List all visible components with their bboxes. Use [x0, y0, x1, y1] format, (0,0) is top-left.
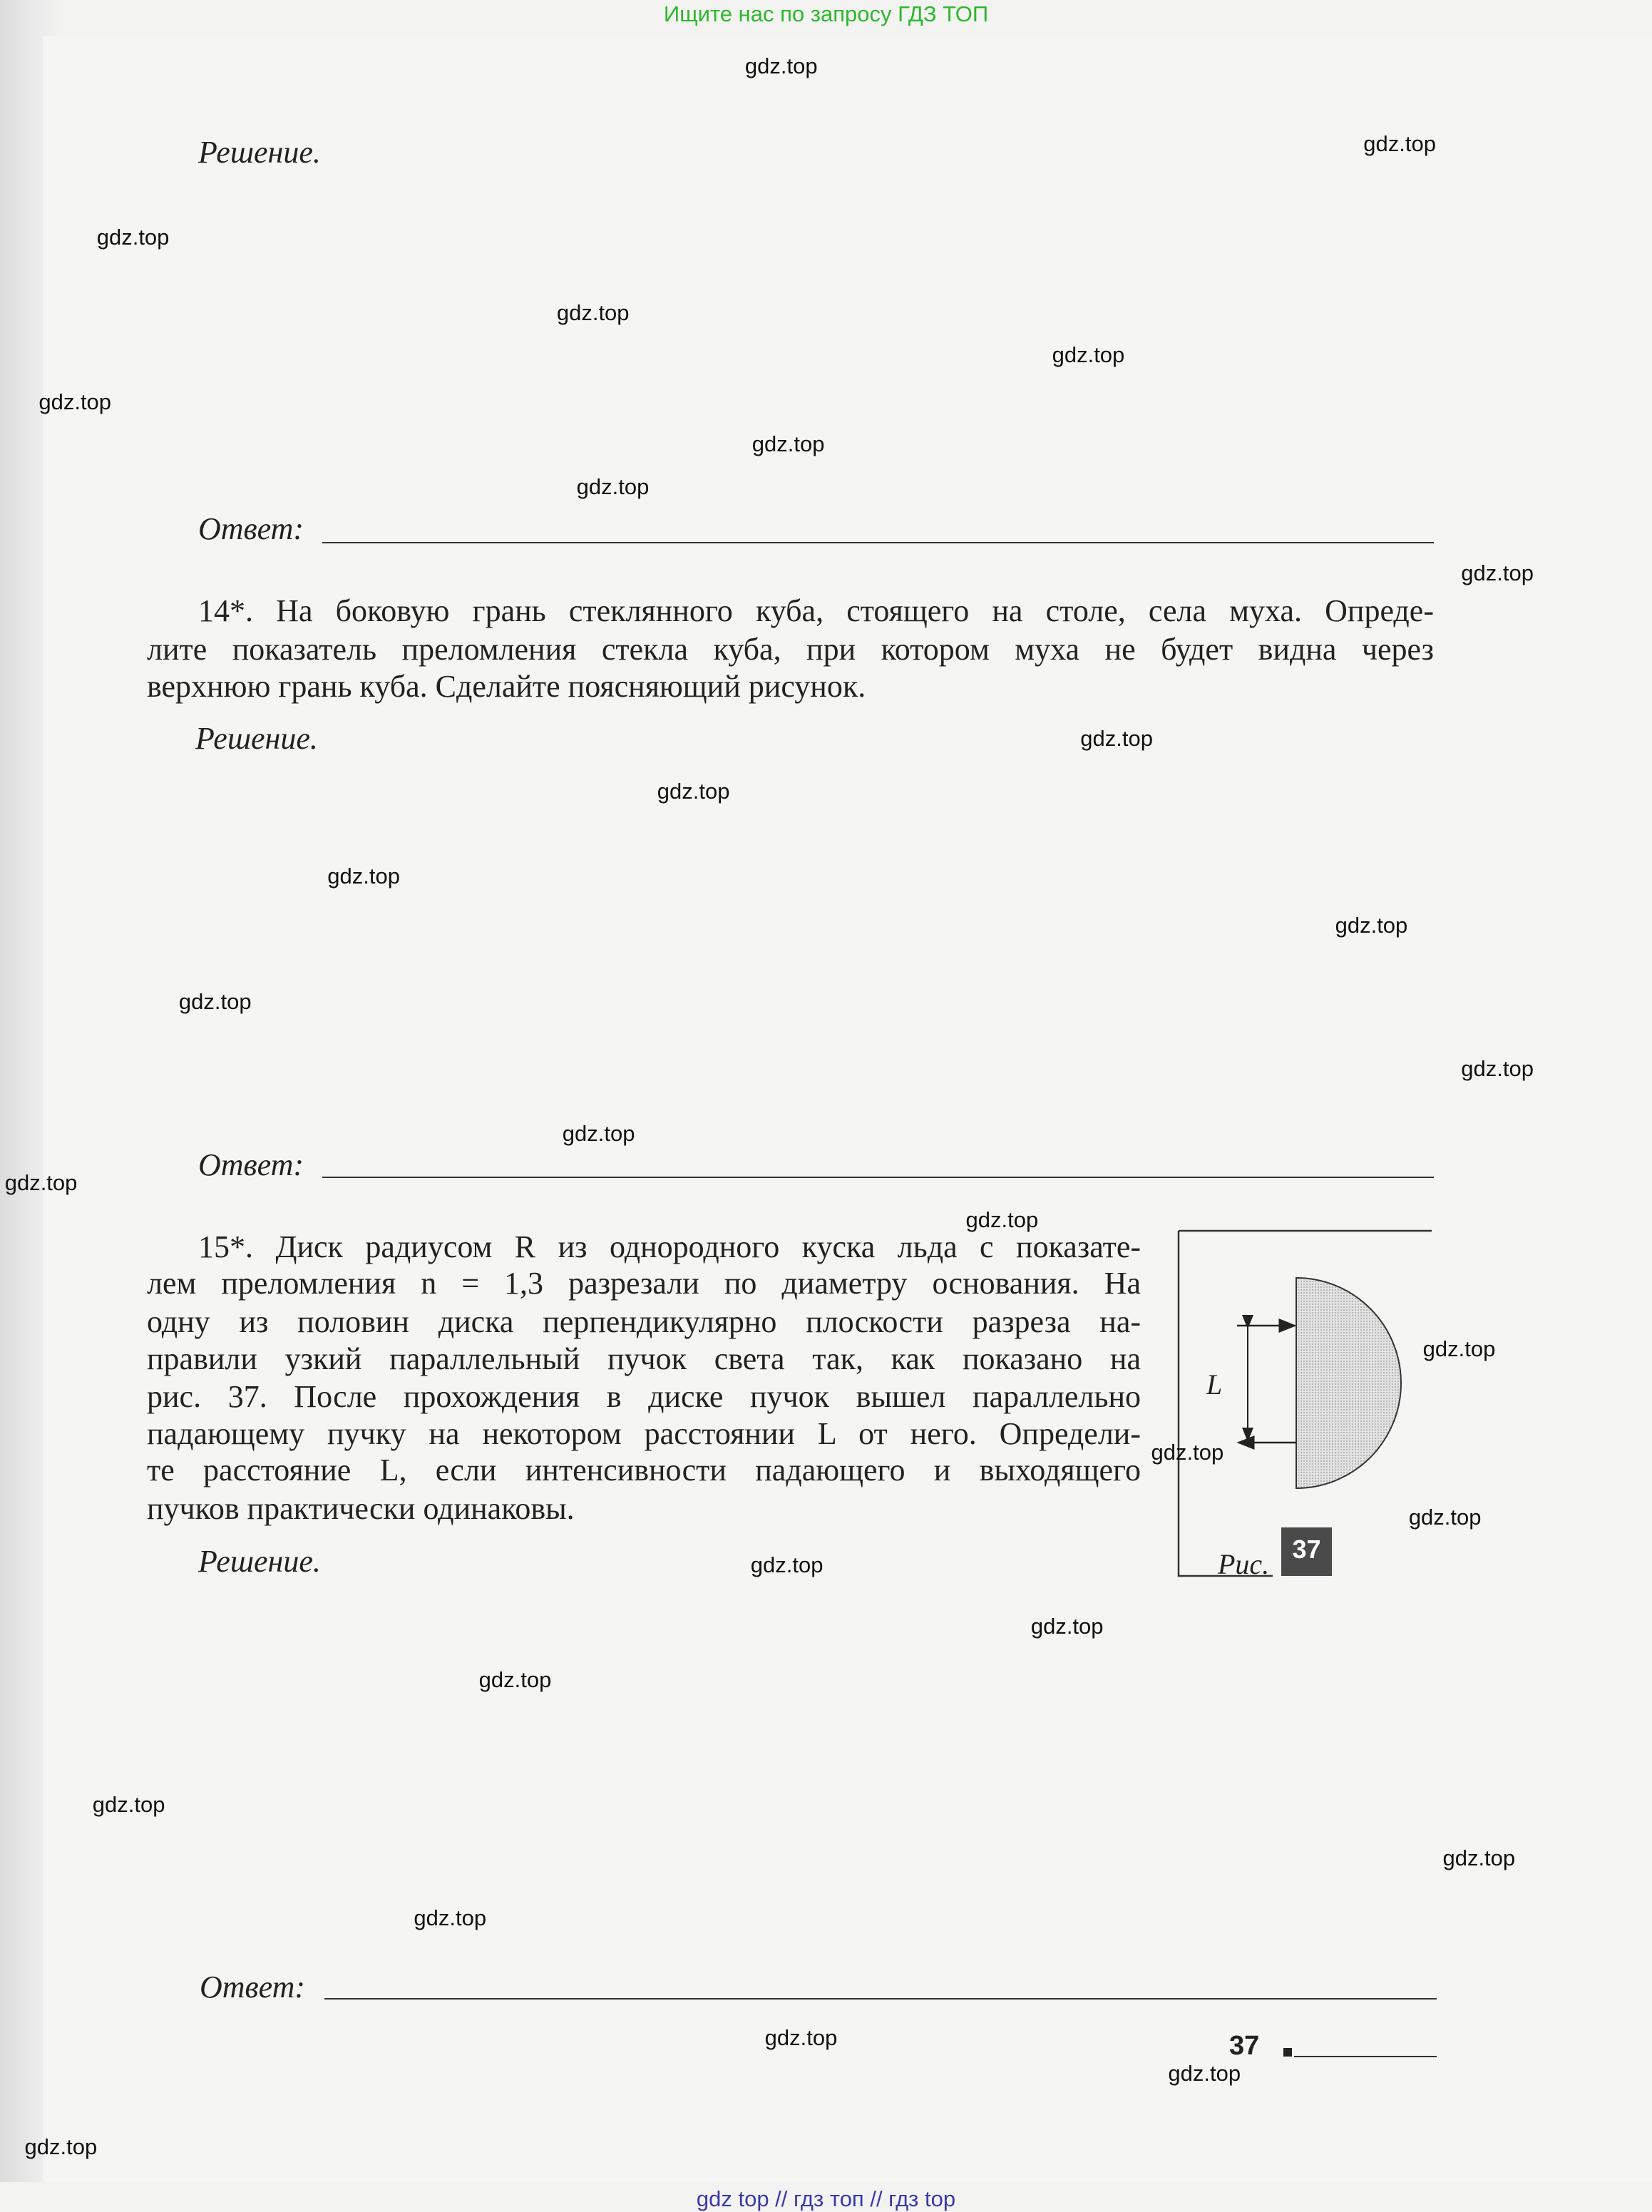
watermark: gdz.top [576, 473, 650, 499]
watermark: gdz.top [744, 53, 818, 79]
page-marker [1283, 2048, 1292, 2057]
watermark: gdz.top [92, 1791, 165, 1817]
problem-text-line: падающему пучку на некотором расстоянии L от него. Определи- [147, 1416, 1141, 1451]
watermark: gdz.top [562, 1120, 635, 1146]
watermark: gdz.top [1335, 913, 1408, 938]
watermark: gdz.top [478, 1667, 552, 1693]
answer-label: Ответ: [200, 1970, 306, 2004]
watermark: gdz.top [556, 299, 630, 325]
problem-text-line: те расстояние L, если интенсивности падающего и выходящего [147, 1453, 1141, 1488]
watermark: gdz.top [1461, 1055, 1534, 1081]
problem-text-line: 15*. Диск радиусом R из однородного куска льда с показате- [198, 1229, 1141, 1264]
watermark: gdz.top [751, 431, 825, 457]
problem-text-line: одну из половин диска перпендикулярно плоскости разреза на- [147, 1304, 1141, 1339]
watermark: gdz.top [24, 2134, 98, 2160]
label-L: L [1206, 1368, 1223, 1401]
problem-text-line: правили узкий параллельный пучок света так, как показано на [147, 1341, 1141, 1376]
figure-number: 37 [1292, 1535, 1321, 1564]
watermark: gdz.top [965, 1207, 1039, 1233]
page-number: 37 [1229, 2031, 1260, 2061]
problem-text-line: 14*. На боковую грань стеклянного куба, стоящего на столе, села муха. Опреде- [198, 593, 1434, 628]
problem-text-line: верхнюю грань куба. Сделайте поясняющий рисунок. [147, 669, 866, 704]
watermark: gdz.top [1080, 726, 1154, 752]
figure-caption: Рис. [1218, 1548, 1270, 1580]
watermark: gdz.top [750, 1552, 824, 1578]
watermark: gdz.top [1151, 1439, 1224, 1465]
solution-label: Решение. [195, 721, 318, 756]
watermark: gdz.top [39, 389, 112, 414]
watermark: gdz.top [4, 1170, 78, 1196]
problem-text-line: лем преломления n = 1,3 разрезали по диаметру основания. На [147, 1266, 1141, 1301]
watermark: gdz.top [657, 778, 730, 804]
problem-text-line: лите показатель преломления стекла куба, при котором муха не будет видна через [147, 632, 1434, 667]
watermark: gdz.top [1363, 131, 1437, 157]
bottom-banner[interactable]: gdz top // гдз топ // гдз top [696, 2186, 956, 2211]
watermark: gdz.top [178, 989, 252, 1015]
solution-label: Решение. [198, 1544, 321, 1579]
watermark: gdz.top [1461, 560, 1534, 585]
watermark: gdz.top [1030, 1613, 1104, 1639]
problem-text-line: пучков практически одинаковы. [147, 1491, 575, 1526]
watermark: gdz.top [1168, 2061, 1241, 2086]
watermark: gdz.top [414, 1905, 487, 1930]
watermark: gdz.top [327, 863, 400, 889]
problem-text-line: рис. 37. После прохождения в диске пучок вышел параллельно [147, 1379, 1141, 1414]
solution-label: Решение. [198, 135, 321, 170]
answer-label: Ответ: [198, 511, 304, 546]
watermark: gdz.top [96, 225, 170, 250]
watermark: gdz.top [1408, 1504, 1482, 1530]
top-banner[interactable]: Ищите нас по запросу ГДЗ ТОП [663, 1, 989, 26]
half-disk [1296, 1278, 1401, 1488]
watermark: gdz.top [1052, 342, 1125, 368]
answer-line[interactable] [324, 1998, 1437, 1999]
answer-label: Ответ: [198, 1147, 304, 1182]
watermark: gdz.top [1442, 1845, 1516, 1871]
watermark: gdz.top [1422, 1336, 1496, 1361]
watermark: gdz.top [764, 2025, 838, 2051]
page-number-rule [1294, 2056, 1437, 2057]
